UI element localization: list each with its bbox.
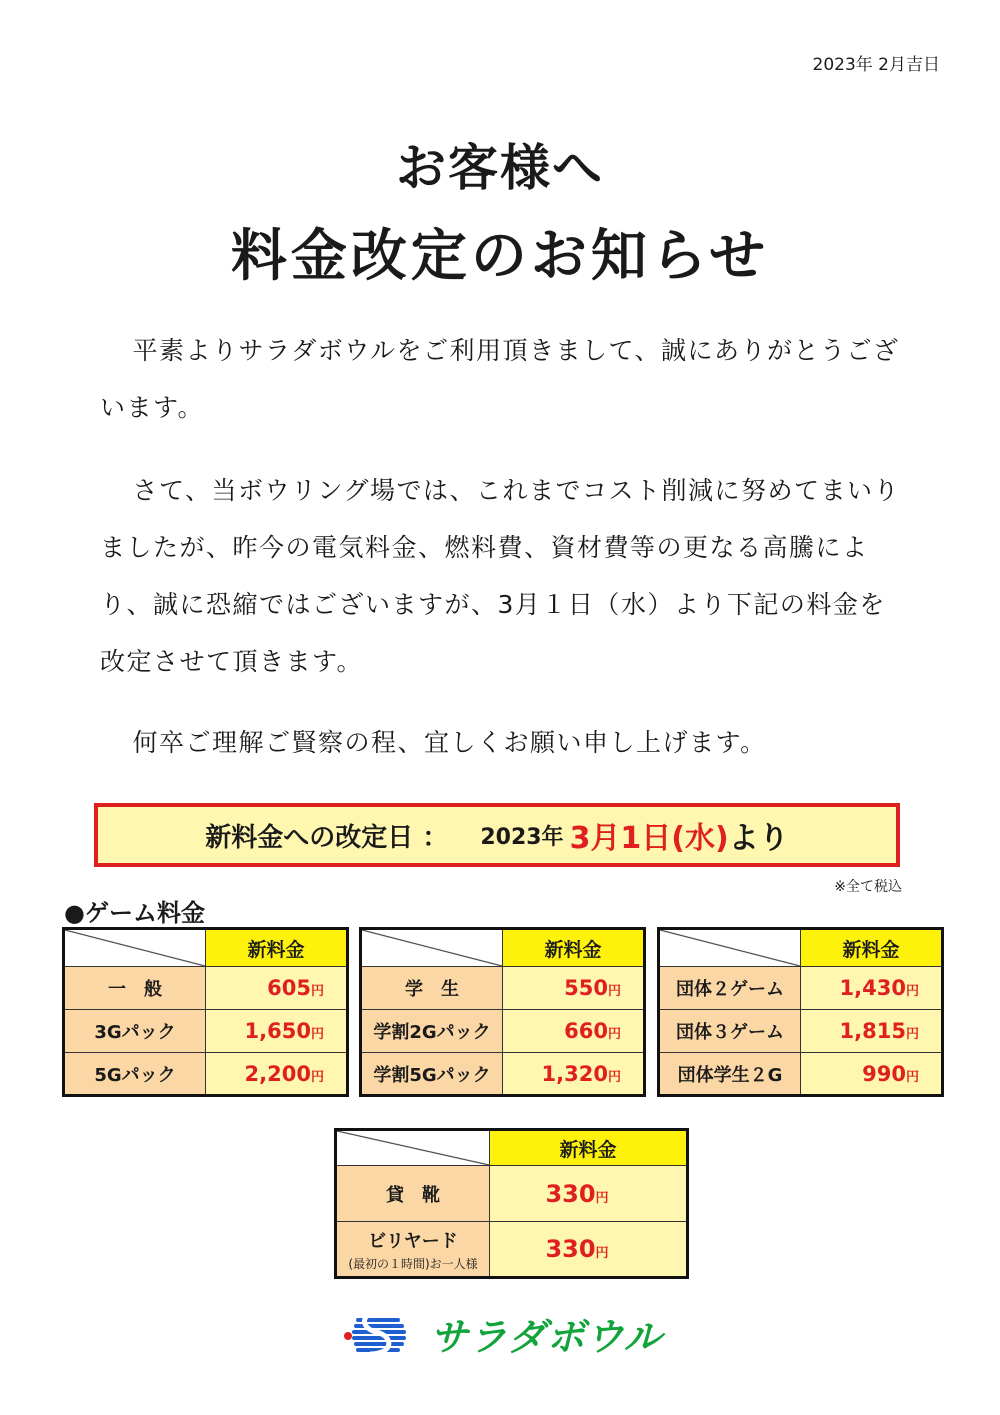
header-new-price: 新料金 bbox=[801, 929, 943, 967]
row-price: 660円 bbox=[503, 1010, 645, 1053]
row-label: 学割2Gパック bbox=[361, 1010, 503, 1053]
notice-date: 2023年 2月吉日 bbox=[812, 55, 940, 75]
banner-year: 2023年 bbox=[480, 824, 564, 850]
table-row bbox=[361, 1010, 645, 1053]
banner-label: 新料金への改定日 ： bbox=[205, 822, 449, 853]
row-label: 団体２ゲーム bbox=[659, 967, 801, 1010]
banner-date: 3月1日(水) bbox=[569, 821, 729, 856]
row-price: 550円 bbox=[503, 967, 645, 1010]
price-table-general bbox=[62, 927, 349, 1097]
section-title: ●ゲーム料金 bbox=[64, 899, 205, 927]
header-corner bbox=[361, 929, 503, 967]
row-label: 学割5Gパック bbox=[361, 1053, 503, 1096]
header-new-price: 新料金 bbox=[206, 929, 348, 967]
table-row bbox=[336, 1166, 688, 1222]
row-label: 貸 靴 bbox=[336, 1166, 490, 1222]
row-price: 1,320円 bbox=[503, 1053, 645, 1096]
row-label: 5Gパック bbox=[64, 1053, 206, 1096]
table-row bbox=[659, 1053, 943, 1096]
row-label: 団体３ゲーム bbox=[659, 1010, 801, 1053]
salad-bowl-logo bbox=[340, 1303, 670, 1363]
table-row bbox=[336, 1222, 688, 1278]
row-label: 一 般 bbox=[64, 967, 206, 1010]
row-price: 990円 bbox=[801, 1053, 943, 1096]
row-label: 3Gパック bbox=[64, 1010, 206, 1053]
title-line-1: お客様へ bbox=[396, 139, 604, 197]
row-price: 1,650円 bbox=[206, 1010, 348, 1053]
header-new-price: 新料金 bbox=[490, 1130, 688, 1166]
tax-note: ※全て税込 bbox=[834, 879, 902, 895]
header-corner bbox=[336, 1130, 490, 1166]
table-row bbox=[361, 1053, 645, 1096]
header-corner bbox=[659, 929, 801, 967]
table-row bbox=[659, 967, 943, 1010]
paragraph-1: 平素よりサラダボウルをご利用頂きまして、誠にありがとうございます。 bbox=[100, 336, 900, 422]
page-title: 料金改定のお知らせ bbox=[230, 224, 770, 289]
table-row bbox=[64, 1010, 348, 1053]
header-new-price: 新料金 bbox=[503, 929, 645, 967]
price-table-student bbox=[359, 927, 646, 1097]
table-row bbox=[659, 1010, 943, 1053]
row-price: 1,815円 bbox=[801, 1010, 943, 1053]
paragraph-2: さて、当ボウリング場では、これまでコスト削減に努めてまいりましたが、昨今の電気料金、燃料費、資材費等の更なる高騰により、誠に恐縮ではございますが、3月１日（水）より下記の料金を改定させて頂きます。 bbox=[100, 476, 901, 676]
row-price: 330円 bbox=[490, 1222, 688, 1278]
table-row bbox=[64, 967, 348, 1010]
logo-text: サラダボウル bbox=[430, 1314, 663, 1359]
table-row bbox=[361, 967, 645, 1010]
intro-paragraph bbox=[100, 322, 900, 436]
table-row bbox=[64, 1053, 348, 1096]
banner-suffix: より bbox=[728, 821, 789, 856]
price-table-group bbox=[657, 927, 944, 1097]
bowling-ball-icon bbox=[340, 1306, 420, 1360]
row-label: 学 生 bbox=[361, 967, 503, 1010]
notice-paragraph bbox=[100, 462, 900, 690]
row-label: 団体学生２G bbox=[659, 1053, 801, 1096]
paragraph-3: 何卒ご理解ご賢察の程、宜しくお願い申し上げます。 bbox=[132, 728, 767, 757]
row-price: 2,200円 bbox=[206, 1053, 348, 1096]
row-price: 330円 bbox=[490, 1166, 688, 1222]
row-label bbox=[336, 1222, 490, 1278]
revision-date-banner bbox=[94, 803, 900, 867]
price-table-other bbox=[334, 1128, 689, 1279]
billiards-note: (最初の１時間)お一人様 bbox=[348, 1256, 478, 1271]
row-price: 605円 bbox=[206, 967, 348, 1010]
billiards-label: ビリヤード bbox=[368, 1230, 458, 1252]
row-price: 1,430円 bbox=[801, 967, 943, 1010]
header-corner bbox=[64, 929, 206, 967]
closing-paragraph bbox=[100, 714, 900, 771]
